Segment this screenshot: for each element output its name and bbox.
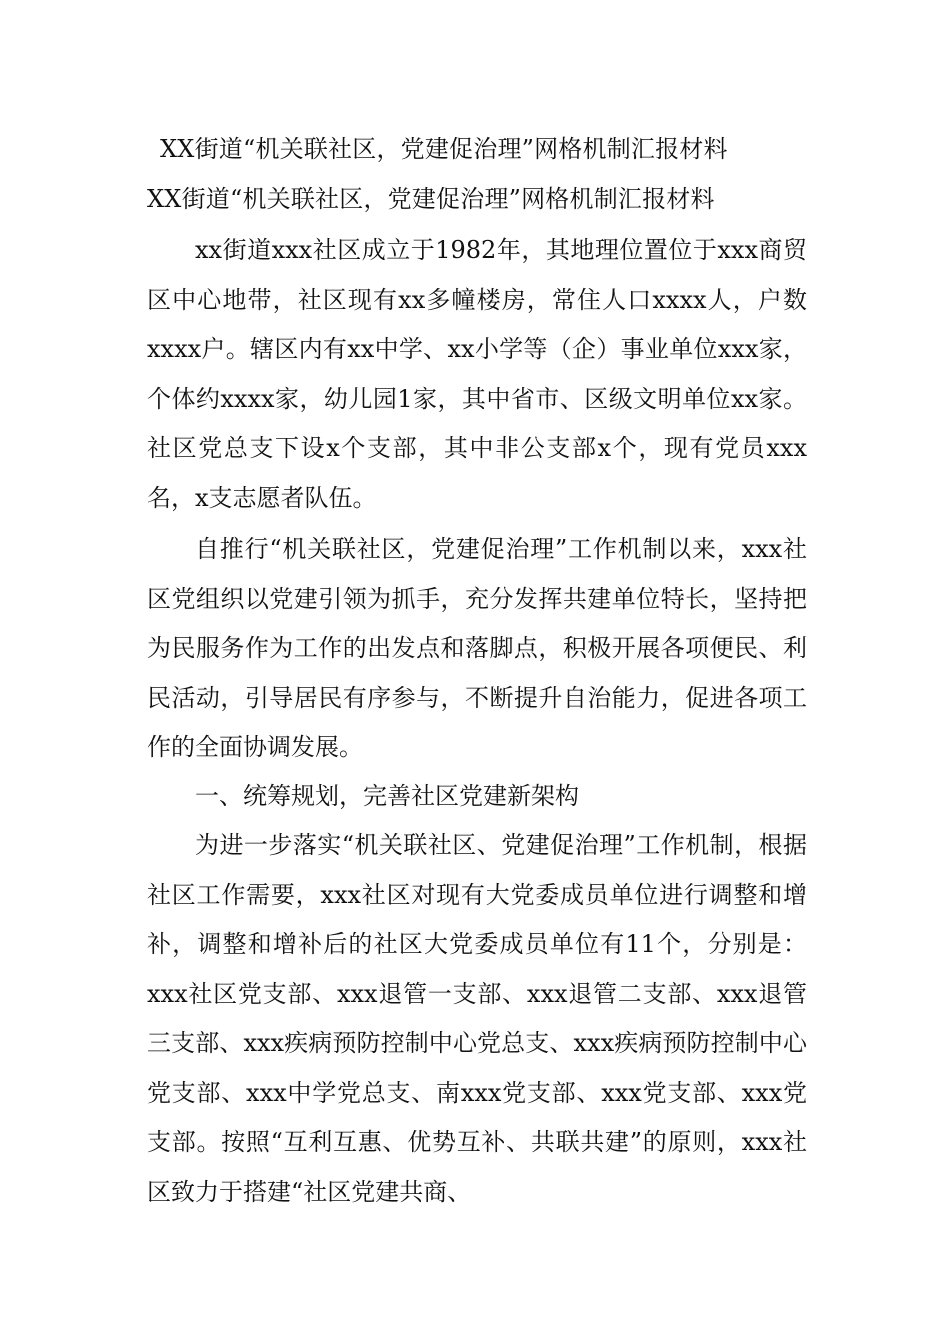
document-title: XX街道“机关联社区，党建促治理”网格机制汇报材料 (160, 135, 728, 163)
paragraph-community-overview: xx街道xxx社区成立于1982年，其地理位置位于xxx商贸区中心地带，社区现有xx多幢楼房，常住人口xxxx人，户数xxxx户。辖区内有xx中学、xx小学等（企）事业单位xxx家，个体约xxxx家，幼儿园1家，其中省市、区级文明单位xx家。社区党总支下设x个支部，其中非公支部x个，现有党员xxx名，x支志愿者队伍。 (147, 236, 807, 512)
section-heading-1: 一、统筹规划，完善社区党建新架构 (195, 782, 579, 810)
paragraph-section-1: 为进一步落实“机关联社区、党建促治理”工作机制，根据社区工作需要，xxx社区对现有大党委成员单位进行调整和增补，调整和增补后的社区大党委成员单位有11个，分别是：xxx社区党支部、xxx退管一支部、xxx退管二支部、xxx退管三支部、xxx疾病预防控制中心党总支、xxx疾病预防控制中心党支部、xxx中学党总支、南xxx党支部、xxx党支部、xxx党支部。按照“互利互惠、优势互补、共联共建”的原则，xxx社区致力于搭建“社区党建共商、 (147, 831, 807, 1206)
paragraph-mechanism-intro: 自推行“机关联社区，党建促治理”工作机制以来，xxx社区党组织以党建引领为抓手，充分发挥共建单位特长，坚持把为民服务作为工作的出发点和落脚点，积极开展各项便民、利民活动，引导居民有序参与，不断提升自治能力，促进各项工作的全面协调发展。 (147, 535, 807, 761)
document-title-repeat: XX街道“机关联社区，党建促治理”网格机制汇报材料 (147, 185, 715, 213)
